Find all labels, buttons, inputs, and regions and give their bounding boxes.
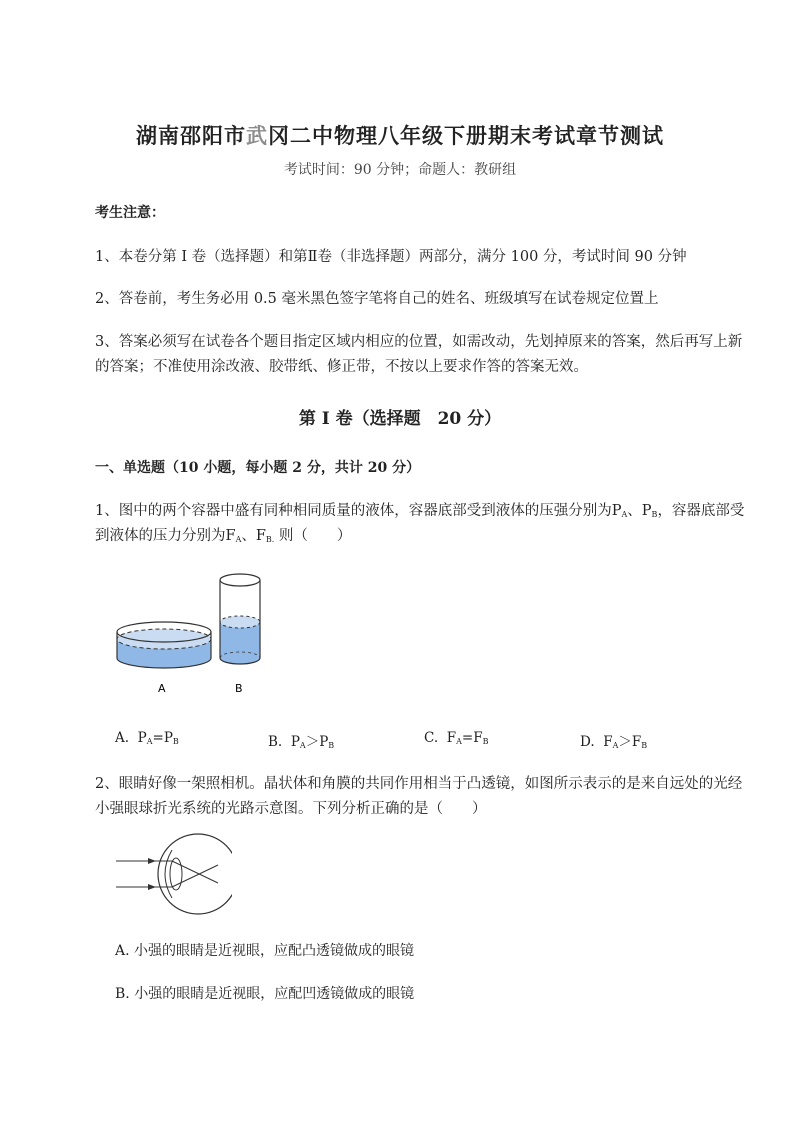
q1-option-c[interactable]: [424, 730, 488, 746]
container-b-rim: [220, 574, 260, 586]
option-sub: B: [482, 737, 489, 746]
q1-figure-containers: [110, 570, 280, 700]
q1-sep: 、: [241, 528, 256, 544]
option-var: F: [631, 734, 642, 750]
title-part: 冈二中物理八年级下册期末考试章节测试: [268, 123, 664, 148]
q1-line-1: [95, 499, 744, 520]
option-operator: =: [152, 730, 164, 746]
page-subtitle: 考试时间：90 分钟；命题人：教研组: [283, 162, 517, 178]
q1-text-tail: ，容器底部受: [657, 503, 745, 519]
option-var: P: [137, 730, 147, 746]
q1-sep: 、: [627, 503, 642, 519]
option-var: P: [290, 734, 300, 750]
eyeball: [158, 834, 232, 914]
option-operator: ＞: [305, 734, 320, 750]
cornea: [165, 850, 172, 898]
ray-top-arrow: [148, 858, 156, 864]
q1-pb: P: [641, 503, 652, 519]
option-prefix: B.: [268, 734, 283, 750]
q2-line-2: 小强眼球折光系统的光路示意图。下列分析正确的是（ ）: [95, 801, 487, 817]
title-part: 湖南邵阳市: [136, 123, 246, 148]
container-b-liquid: [220, 622, 260, 664]
q1-fb: F: [255, 528, 266, 544]
q1-pa: P: [611, 503, 622, 519]
option-var: F: [473, 730, 483, 746]
option-sub: A: [146, 737, 153, 746]
container-b-liquid-surface: [220, 616, 260, 628]
option-var: F: [603, 734, 613, 750]
q1-pa-sub: A: [621, 510, 628, 519]
q1-fa: F: [225, 528, 236, 544]
ray-bottom-arrow: [148, 884, 156, 890]
q1-text: 到液体的压力分别为: [95, 528, 226, 544]
q2-line-1: 2、眼睛好像一架照相机。晶状体和角膜的共同作用相当于凸透镜，如图所示表示的是来自远处的光经: [95, 776, 743, 792]
option-var: P: [319, 734, 329, 750]
q1-option-d[interactable]: [580, 730, 647, 750]
option-prefix: A.: [115, 730, 130, 746]
option-prefix: C.: [424, 730, 439, 746]
section-title: 第 I 卷（选择题 20 分）: [298, 409, 502, 429]
notice-heading: 考生注意：: [95, 205, 165, 221]
page-title: [0, 120, 800, 150]
q2-option-b[interactable]: B. 小强的眼睛是近视眼，应配凹透镜做成的眼镜: [115, 986, 415, 1002]
q1-option-a[interactable]: [115, 730, 179, 746]
figure-label-a: A: [158, 682, 166, 695]
option-sub: A: [612, 741, 619, 750]
q2-option-a[interactable]: A. 小强的眼睛是近视眼，应配凸透镜做成的眼镜: [115, 943, 415, 959]
option-sub: B: [328, 741, 335, 750]
q1-fb-sub: B.: [265, 535, 275, 544]
container-b: [220, 574, 260, 664]
notice-item-3-line-1: 3、答案必须写在试卷各个题目指定区域内相应的位置，如需改动，先划掉原来的答案，然后再写上新: [95, 334, 743, 350]
q1-text-tail: 则（ ）: [274, 528, 352, 544]
figure-label-b: B: [235, 682, 243, 695]
q1-fa-sub: A: [235, 535, 242, 544]
q2-figure-eye: [112, 830, 232, 922]
option-prefix: D.: [580, 734, 595, 750]
q1-line-2: [95, 524, 351, 545]
option-sub: A: [299, 741, 306, 750]
title-highlight-char: 武: [246, 123, 268, 148]
notice-item-1: 1、本卷分第 I 卷（选择题）和第Ⅱ卷（非选择题）两部分，满分 100 分，考试时间 90 分钟: [95, 249, 687, 265]
notice-item-3-line-2: 的答案；不准使用涂改液、胶带纸、修正带，不按以上要求作答的答案无效。: [95, 359, 588, 375]
option-sub: B: [172, 737, 179, 746]
q1-pb-sub: B: [651, 510, 658, 519]
option-operator: =: [461, 730, 474, 746]
option-sub: B: [641, 741, 648, 750]
container-a: [117, 622, 211, 668]
ray-top-refracted: [172, 861, 218, 883]
part-heading: 一、单选题（10 小题，每小题 2 分，共计 20 分）: [95, 460, 421, 476]
option-sub: A: [456, 737, 462, 746]
q1-option-b[interactable]: [268, 730, 334, 750]
option-operator: ＞: [618, 734, 632, 750]
notice-item-2: 2、答卷前，考生务必用 0.5 毫米黑色签字笔将自己的姓名、班级填写在试卷规定位置上: [95, 291, 659, 307]
q1-text: 1、图中的两个容器中盛有同种相同质量的液体，容器底部受到液体的压强分别为: [95, 503, 612, 519]
option-var: P: [163, 730, 173, 746]
ray-bottom-refracted: [172, 865, 218, 887]
option-var: F: [446, 730, 457, 746]
